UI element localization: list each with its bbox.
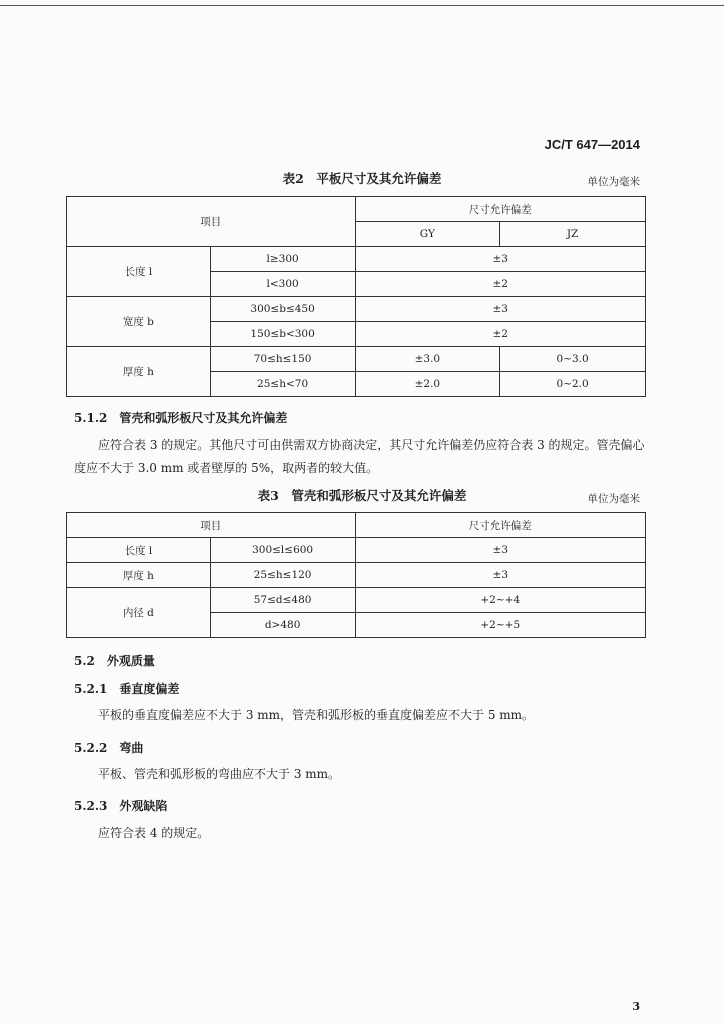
table3-range: d>480 <box>210 613 355 638</box>
table2-range: 70≤h≤150 <box>210 347 355 372</box>
table3-value: ±3 <box>355 563 645 588</box>
section-5-1-2-text: 应符合表 3 的规定。其他尺寸可由供需双方协商决定，其尺寸允许偏差仍应符合表 3 的规定。管壳偏心度应不大于 3.0 mm 或者壁厚的 5%，取两者的较大值。 <box>74 438 645 475</box>
table2-value-jz: 0~3.0 <box>500 347 646 372</box>
table2-range: 300≤b≤450 <box>210 297 355 322</box>
table2-value-gy: ±3.0 <box>355 347 500 372</box>
section-5-2-2-heading: 5.2.2 弯曲 <box>74 741 144 755</box>
table2-value: ±3 <box>355 247 646 272</box>
section-5-2-1-text: 平板的垂直度偏差应不大于 3 mm，管壳和弧形板的垂直度偏差应不大于 5 mm。 <box>98 708 535 722</box>
table2-unit: 单位为毫米 <box>587 176 640 188</box>
table2-header-tolerance: 尺寸允许偏差 <box>355 197 646 222</box>
top-rule <box>0 5 724 6</box>
standard-code: JC/T 647—2014 <box>544 137 640 152</box>
table2-caption: 表2 平板尺寸及其允许偏差 <box>282 171 442 186</box>
table2-group-width: 宽度 b <box>67 297 211 347</box>
table2-header-item: 项目 <box>67 197 356 247</box>
table2-value: ±2 <box>355 272 646 297</box>
table2-header-jz: JZ <box>500 222 646 247</box>
table3-value: +2~+5 <box>355 613 645 638</box>
table2-value-jz: 0~2.0 <box>500 372 646 397</box>
table2-value-gy: ±2.0 <box>355 372 500 397</box>
section-5-1-2-heading: 5.1.2 管壳和弧形板尺寸及其允许偏差 <box>74 411 288 425</box>
table3-range: 25≤h≤120 <box>210 563 355 588</box>
table3-range: 57≤d≤480 <box>210 588 355 613</box>
table3-unit: 单位为毫米 <box>587 493 640 505</box>
table2-range: l<300 <box>210 272 355 297</box>
section-5-2-3-text: 应符合表 4 的规定。 <box>98 826 210 840</box>
table2-group-length: 长度 l <box>67 247 211 297</box>
table3-caption: 表3 管壳和弧形板尺寸及其允许偏差 <box>257 488 467 503</box>
table3-header-tolerance: 尺寸允许偏差 <box>355 513 645 538</box>
table3-range: 300≤l≤600 <box>210 538 355 563</box>
table2-value: ±3 <box>355 297 646 322</box>
table2-range: 25≤h<70 <box>210 372 355 397</box>
section-5-2-3-heading: 5.2.3 外观缺陷 <box>74 799 168 813</box>
page-number: 3 <box>632 1000 640 1013</box>
table2-range: 150≤b<300 <box>210 322 355 347</box>
table3-group-length: 长度 l <box>67 538 211 563</box>
table3-value: +2~+4 <box>355 588 645 613</box>
table3-group-thickness: 厚度 h <box>67 563 211 588</box>
table2-range: l≥300 <box>210 247 355 272</box>
table2-group-thickness: 厚度 h <box>67 347 211 397</box>
table2 <box>66 196 646 397</box>
table3-header-item: 项目 <box>67 513 356 538</box>
table3-group-diameter: 内径 d <box>67 588 211 638</box>
section-5-2-1-heading: 5.2.1 垂直度偏差 <box>74 682 180 696</box>
section-5-2-2-text: 平板、管壳和弧形板的弯曲应不大于 3 mm。 <box>98 767 341 781</box>
table3 <box>66 512 646 638</box>
table2-header-gy: GY <box>355 222 500 247</box>
table2-value: ±2 <box>355 322 646 347</box>
section-5-2-heading: 5.2 外观质量 <box>74 654 155 668</box>
table3-value: ±3 <box>355 538 645 563</box>
